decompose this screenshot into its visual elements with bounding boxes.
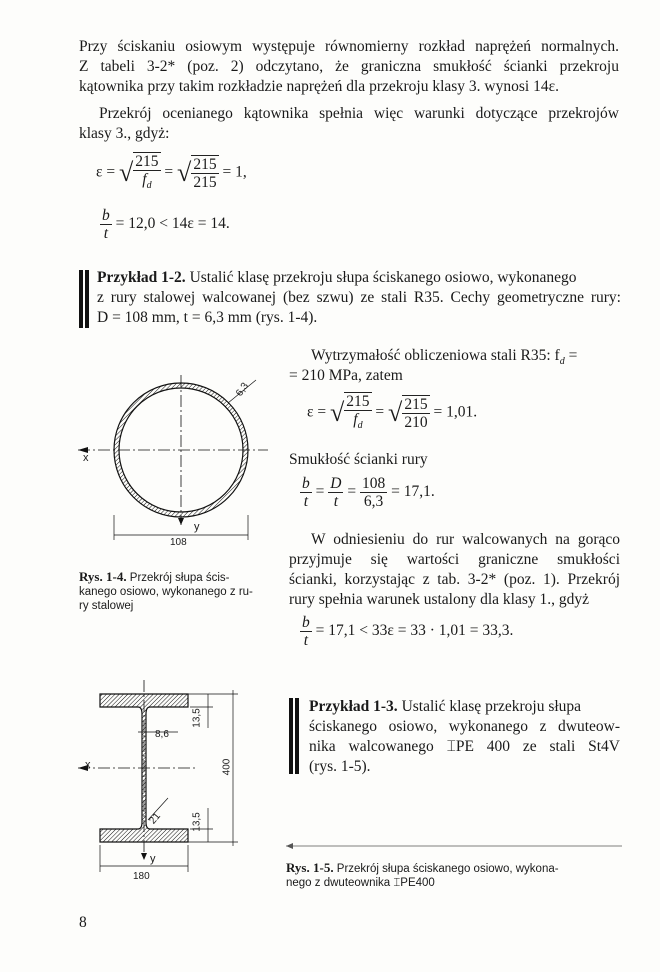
text-line: Smukłość ścianki rury [289, 451, 428, 468]
axis-label-y: y [150, 853, 156, 865]
paragraph-line: kątownika przy takim rozkładzie naprężeń dla przekroju klasy 3. wynosi 14ε. [79, 78, 559, 95]
equation-tube-slenderness: $\frac{b}{t}$ = $\frac{D}{t}$ = $\frac{108}{6,3}$ = 17,1. [302, 475, 435, 510]
figure-tube-section [78, 350, 278, 550]
text-line: przyjmuje się wartości graniczne smukłości [289, 551, 620, 568]
dimension-flange-bottom: 13,5 [191, 812, 203, 832]
page-number: 8 [79, 914, 87, 931]
dimension-height: 400 [221, 758, 233, 776]
caption-pointer-arrow [284, 840, 624, 852]
axis-label-x: x [85, 759, 91, 771]
paragraph-line: Przy ściskaniu osiowym występuje równomierny rozkład naprężeń normalnych. [79, 38, 619, 55]
example-line: Przykład 1-2. Ustalić klasę przekroju słupa ściskanego osiowo, wykonanego [97, 269, 577, 286]
equation-slenderness: $\frac{b}{t}$ = 12,0 < 14ε = 14. [102, 207, 230, 242]
fraction: $\frac{215}{f_d}$ [133, 152, 160, 194]
equation-class1-check: $\frac{b}{t}$ = 17,1 < 33ε = 33 · 1,01 = 33,3. [302, 614, 514, 649]
example-marker-bar [295, 698, 299, 774]
fraction: $\frac{b}{t}$ [102, 207, 110, 242]
dimension-radius: 21 [147, 810, 163, 827]
example-marker-bar [85, 270, 89, 328]
text-line: W odniesieniu do rur walcowanych na gorąco [311, 531, 620, 548]
dimension-width: 180 [133, 871, 150, 882]
figure-caption: Rys. 1-4. Przekrój słupa ścis- kanego osiowo, wykonanego z ru- ry stalowej [79, 569, 253, 612]
sqrt-symbol: √ [119, 158, 134, 188]
paragraph-line: Przekrój ocenianego kątownika spełnia więc warunki dotyczące przekrojów [99, 105, 619, 122]
figure-ibeam-section [78, 680, 253, 895]
figure-caption: Rys. 1-5. Przekrój słupa ściskanego osiowo, wykona- nego z dwuteownika ⌶PE400 [286, 860, 559, 889]
example-line: (rys. 1-5). [309, 758, 371, 775]
dimension-diameter: 108 [170, 537, 187, 548]
example-line: D = 108 mm, t = 6,3 mm (rys. 1-4). [97, 309, 318, 326]
example-line: ściskanego osiowo, wykonanego z dwuteow- [309, 718, 620, 735]
axis-label-y: y [194, 521, 200, 533]
text-line: ścianki, korzystając z tab. 3-2* (poz. 1). Przekrój [289, 571, 620, 588]
text-line: rury spełnia warunek ustalony dla klasy 1., gdyż [289, 591, 590, 608]
fraction: $\frac{215}{215}$ [193, 156, 217, 192]
equation-epsilon: ε = √ $\frac{215}{f_d}$ = √ $\frac{215}{215}$ = 1, [96, 152, 247, 194]
example-marker-bar [289, 698, 293, 774]
dimension-web-thickness: 8,6 [155, 729, 169, 740]
sqrt-symbol: √ [177, 158, 192, 188]
eq-lhs: ε = [96, 163, 116, 181]
axis-label-x: x [83, 452, 89, 464]
equation-epsilon-r35: ε = √ $\frac{215}{f_d}$ = √ $\frac{215}{210}$ = 1,01. [307, 392, 477, 434]
example-line: Przykład 1-3. Ustalić klasę przekroju słupa [309, 698, 582, 715]
paragraph-line: Z tabeli 3-2* (poz. 2) odczytano, że graniczna smukłość ścianki przekroju [79, 58, 619, 75]
dimension-flange-top: 13,5 [191, 708, 203, 728]
dimension-thickness: 6,3 [234, 380, 252, 399]
example-marker-bar [79, 270, 83, 328]
paragraph-line: klasy 3., gdyż: [79, 125, 170, 142]
example-line: z rury stalowej walcowanej (bez szwu) ze stali R35. Cechy geometryczne rury: [97, 289, 621, 306]
example-line: nika walcowanego ⌶PE 400 ze stali St4V [309, 738, 620, 755]
text-line: Wytrzymałość obliczeniowa stali R35: $f_d$ = [311, 347, 578, 368]
text-line: = 210 MPa, zatem [289, 367, 403, 384]
